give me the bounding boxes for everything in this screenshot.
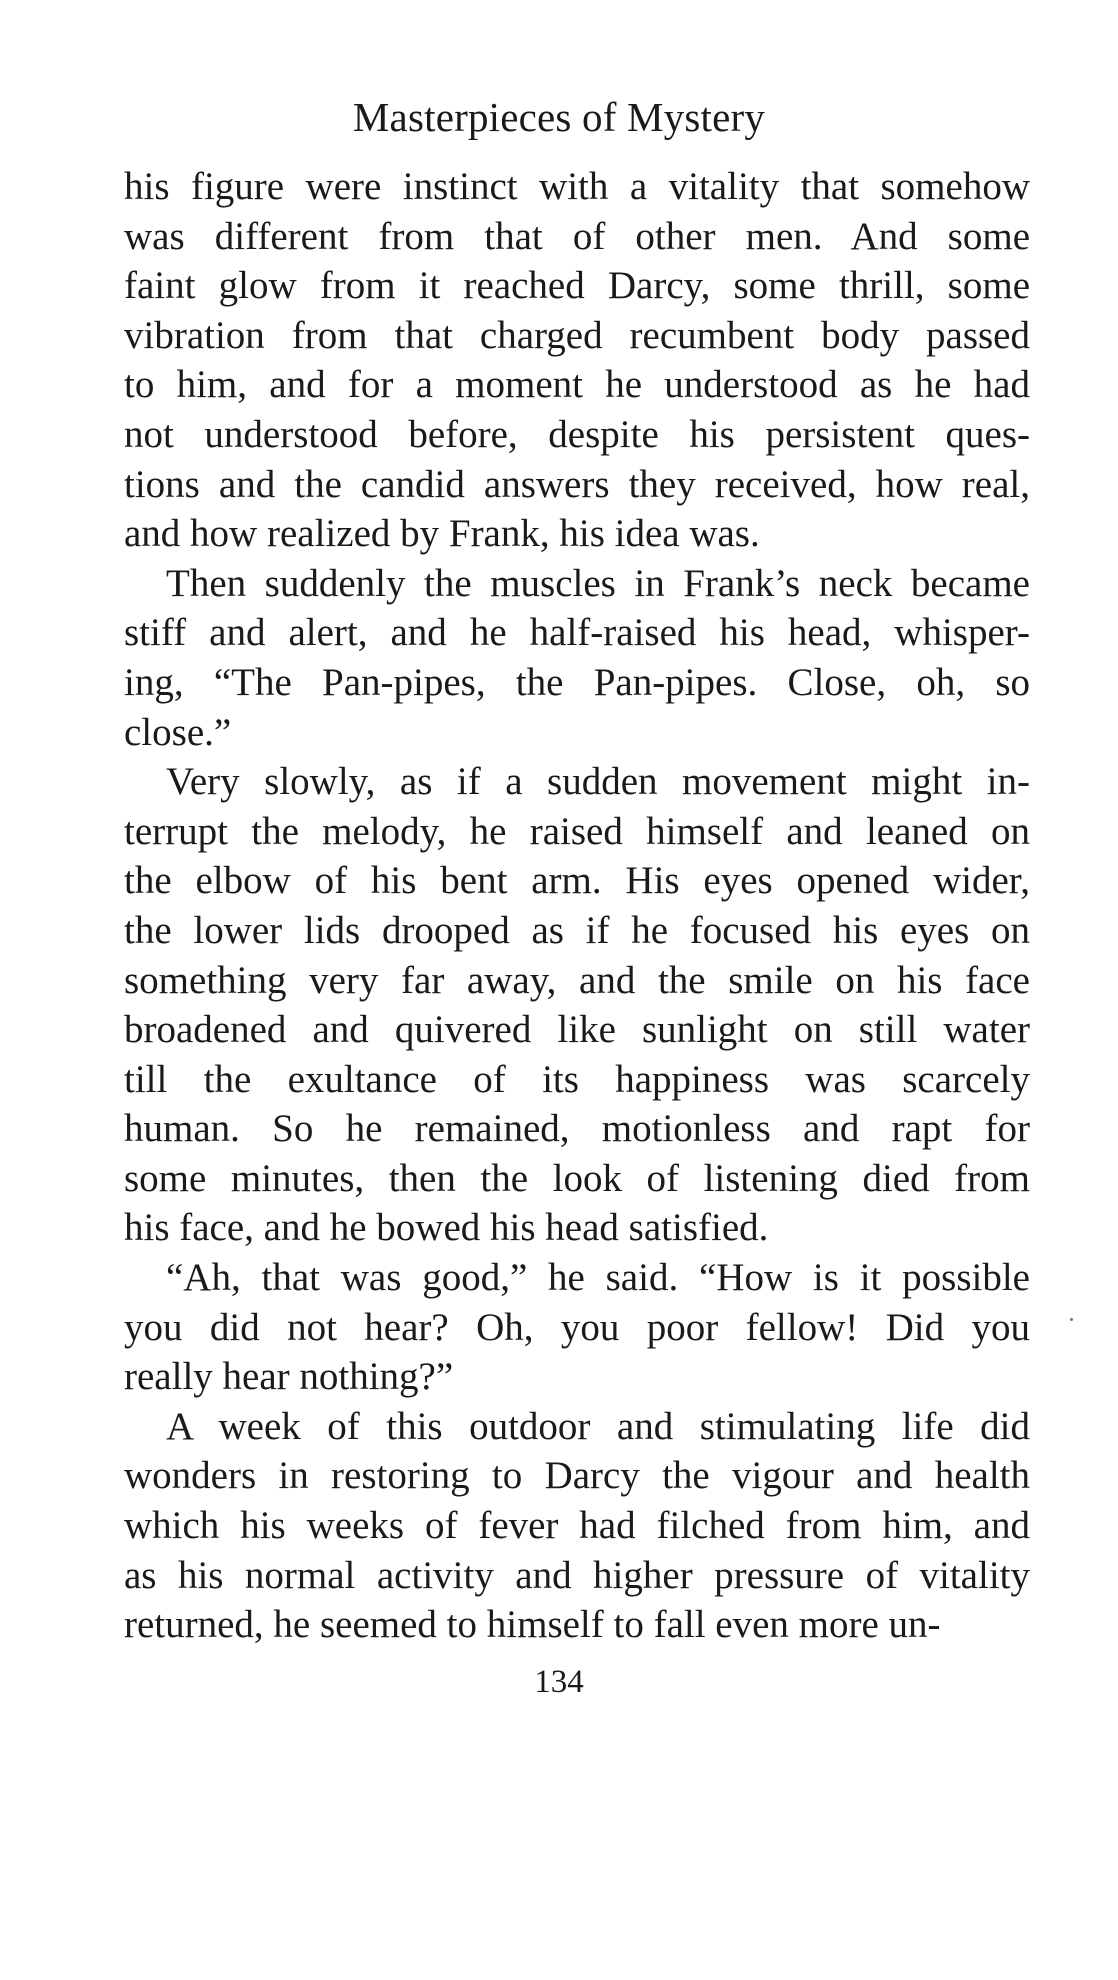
text-line: his face, and he bowed his head satisfied. [124,1206,769,1250]
paragraph [124,1402,1030,1650]
text-line: really hear nothing?” [124,1355,454,1399]
print-speck [1070,1318,1073,1321]
text-line: not understood before, despite his persistent ques- [124,412,1030,456]
text-line: close.” [124,710,232,754]
text-line: human. So he remained, motionless and rapt for [124,1107,1030,1151]
text-line: stiff and alert, and he half-raised his head, whisper- [124,611,1030,655]
page-number: 134 [534,1664,584,1700]
text-line: the elbow of his bent arm. His eyes opened wider, [124,859,1030,903]
paragraph [124,162,1030,559]
text-line: Very slowly, as if a sudden movement might in- [166,760,1030,804]
text-line: you did not hear? Oh, you poor fellow! Did you [124,1305,1030,1349]
text-line: vibration from that charged recumbent body passed [124,313,1030,357]
text-line: was different from that of other men. And some [124,214,1030,258]
text-line: “Ah, that was good,” he said. “How is it possible [166,1256,1030,1300]
body-text [124,162,1030,1650]
text-line: till the exultance of its happiness was scarcely [124,1057,1030,1101]
paragraph [124,1253,1030,1402]
paragraph [124,559,1030,757]
text-line: broadened and quivered like sunlight on still water [124,1008,1030,1052]
paragraph [124,757,1030,1253]
text-line: his figure were instinct with a vitality that somehow [124,165,1030,208]
running-head: Masterpieces of Mystery [352,94,766,140]
text-line: wonders in restoring to Darcy the vigour and health [124,1454,1030,1498]
text-line: as his normal activity and higher pressure of vitality [124,1553,1030,1597]
text-line: A week of this outdoor and stimulating life did [166,1404,1030,1448]
text-line: Then suddenly the muscles in Frank’s neck became [166,561,1030,605]
text-line: tions and the candid answers they received, how real, [124,462,1030,506]
text-line: something very far away, and the smile on his face [124,958,1030,1002]
text-line: to him, and for a moment he understood as he had [124,363,1030,407]
text-line: returned, he seemed to himself to fall even more un- [124,1603,941,1647]
text-line: and how realized by Frank, his idea was. [124,512,760,556]
text-line: terrupt the melody, he raised himself and leaned on [124,809,1030,853]
text-line: some minutes, then the look of listening died from [124,1156,1030,1200]
text-line: ing, “The Pan-pipes, the Pan-pipes. Close, oh, so [124,660,1030,704]
text-line: the lower lids drooped as if he focused his eyes on [124,908,1030,952]
text-line: which his weeks of fever had filched from him, and [124,1504,1030,1548]
text-line: faint glow from it reached Darcy, some thrill, some [124,264,1030,308]
